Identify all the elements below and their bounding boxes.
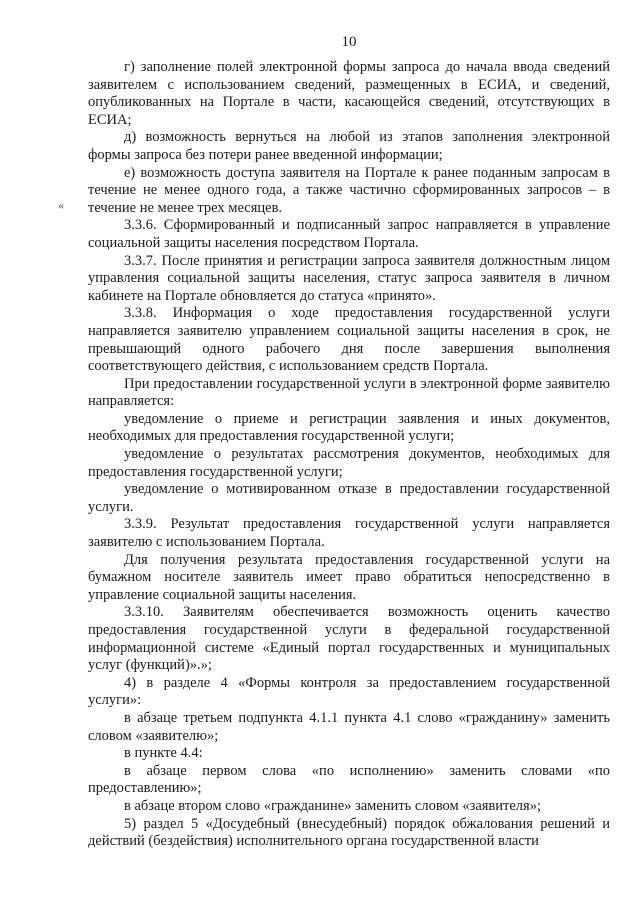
paragraph: 4) в разделе 4 «Формы контроля за предоставлением государственной услуги»: <box>88 674 610 709</box>
paragraph: уведомление о мотивированном отказе в предоставлении государственной услуги. <box>88 481 610 515</box>
paragraph: Для получения результата предоставления государственной услуги на бумажном носителе заявитель имеет право обратиться непосредственно в управление социальной защиты населения. <box>88 551 610 603</box>
paragraph: в абзаце втором слово «гражданине» заменить словом «заявителя»; <box>124 797 541 814</box>
paragraph: 3.3.7. После принятия и регистрации запроса заявителя должностным лицом управления социальной защиты населения, статус запроса заявителя в личном кабинете на Портале обновляется до статуса «принято». <box>88 252 610 304</box>
margin-mark: « <box>58 198 64 212</box>
paragraph: 3.3.10. Заявителям обеспечивается возможность оценить качество предоставления государственной услуги в федеральной государственной информационной системе «Единый портал государственных и муниципальных услуг (функций)».»; <box>88 604 610 674</box>
document-body <box>88 59 610 851</box>
paragraph: уведомление о результатах рассмотрения документов, необходимых для предоставления государственной услуги; <box>88 446 610 480</box>
paragraph: в абзаце первом слова «по исполнению» заменить словами «по предоставлению»; <box>88 762 610 797</box>
paragraph: в пункте 4.4: <box>124 745 203 762</box>
paragraph: При предоставлении государственной услуги в электронной форме заявителю направляется: <box>88 375 610 410</box>
paragraph: 3.3.9. Результат предоставления государственной услуги направляется заявителю с использованием Портала. <box>88 516 610 551</box>
paragraph: 5) раздел 5 «Досудебный (внесудебный) порядок обжалования решений и действий (бездействия) исполнительного органа государственной власти <box>88 815 610 850</box>
paragraph: 3.3.8. Информация о ходе предоставления государственной услуги направляется заявителю управлением социальной защиты населения в срок, не превышающий одного рабочего дня после завершения выполнения соответствующего действия, с использованием средств Портала. <box>88 305 610 375</box>
paragraph: д) возможность вернуться на любой из этапов заполнения электронной формы запроса без потери ранее введенной информации; <box>88 129 610 163</box>
paragraph: 3.3.6. Сформированный и подписанный запрос направляется в управление социальной защиты населения посредством Портала. <box>88 217 610 251</box>
paragraph: г) заполнение полей электронной формы запроса до начала ввода сведений заявителем с использованием сведений, размещенных в ЕСИА, и сведений, опубликованных на Портале в части, касающейся сведений, отсутствующих в ЕСИА; <box>88 59 610 128</box>
paragraph: в абзаце третьем подпункта 4.1.1 пункта 4.1 слово «гражданину» заменить словом «заявителю»; <box>88 709 610 744</box>
page-number: 10 <box>341 34 357 50</box>
paragraph: уведомление о приеме и регистрации заявления и иных документов, необходимых для предоставления государственной услуги; <box>88 410 610 445</box>
paragraph: е) возможность доступа заявителя на Портале к ранее поданным запросам в течение не менее одного года, а также частично сформированных запросов – в течение не менее трех месяцев. <box>88 164 610 216</box>
